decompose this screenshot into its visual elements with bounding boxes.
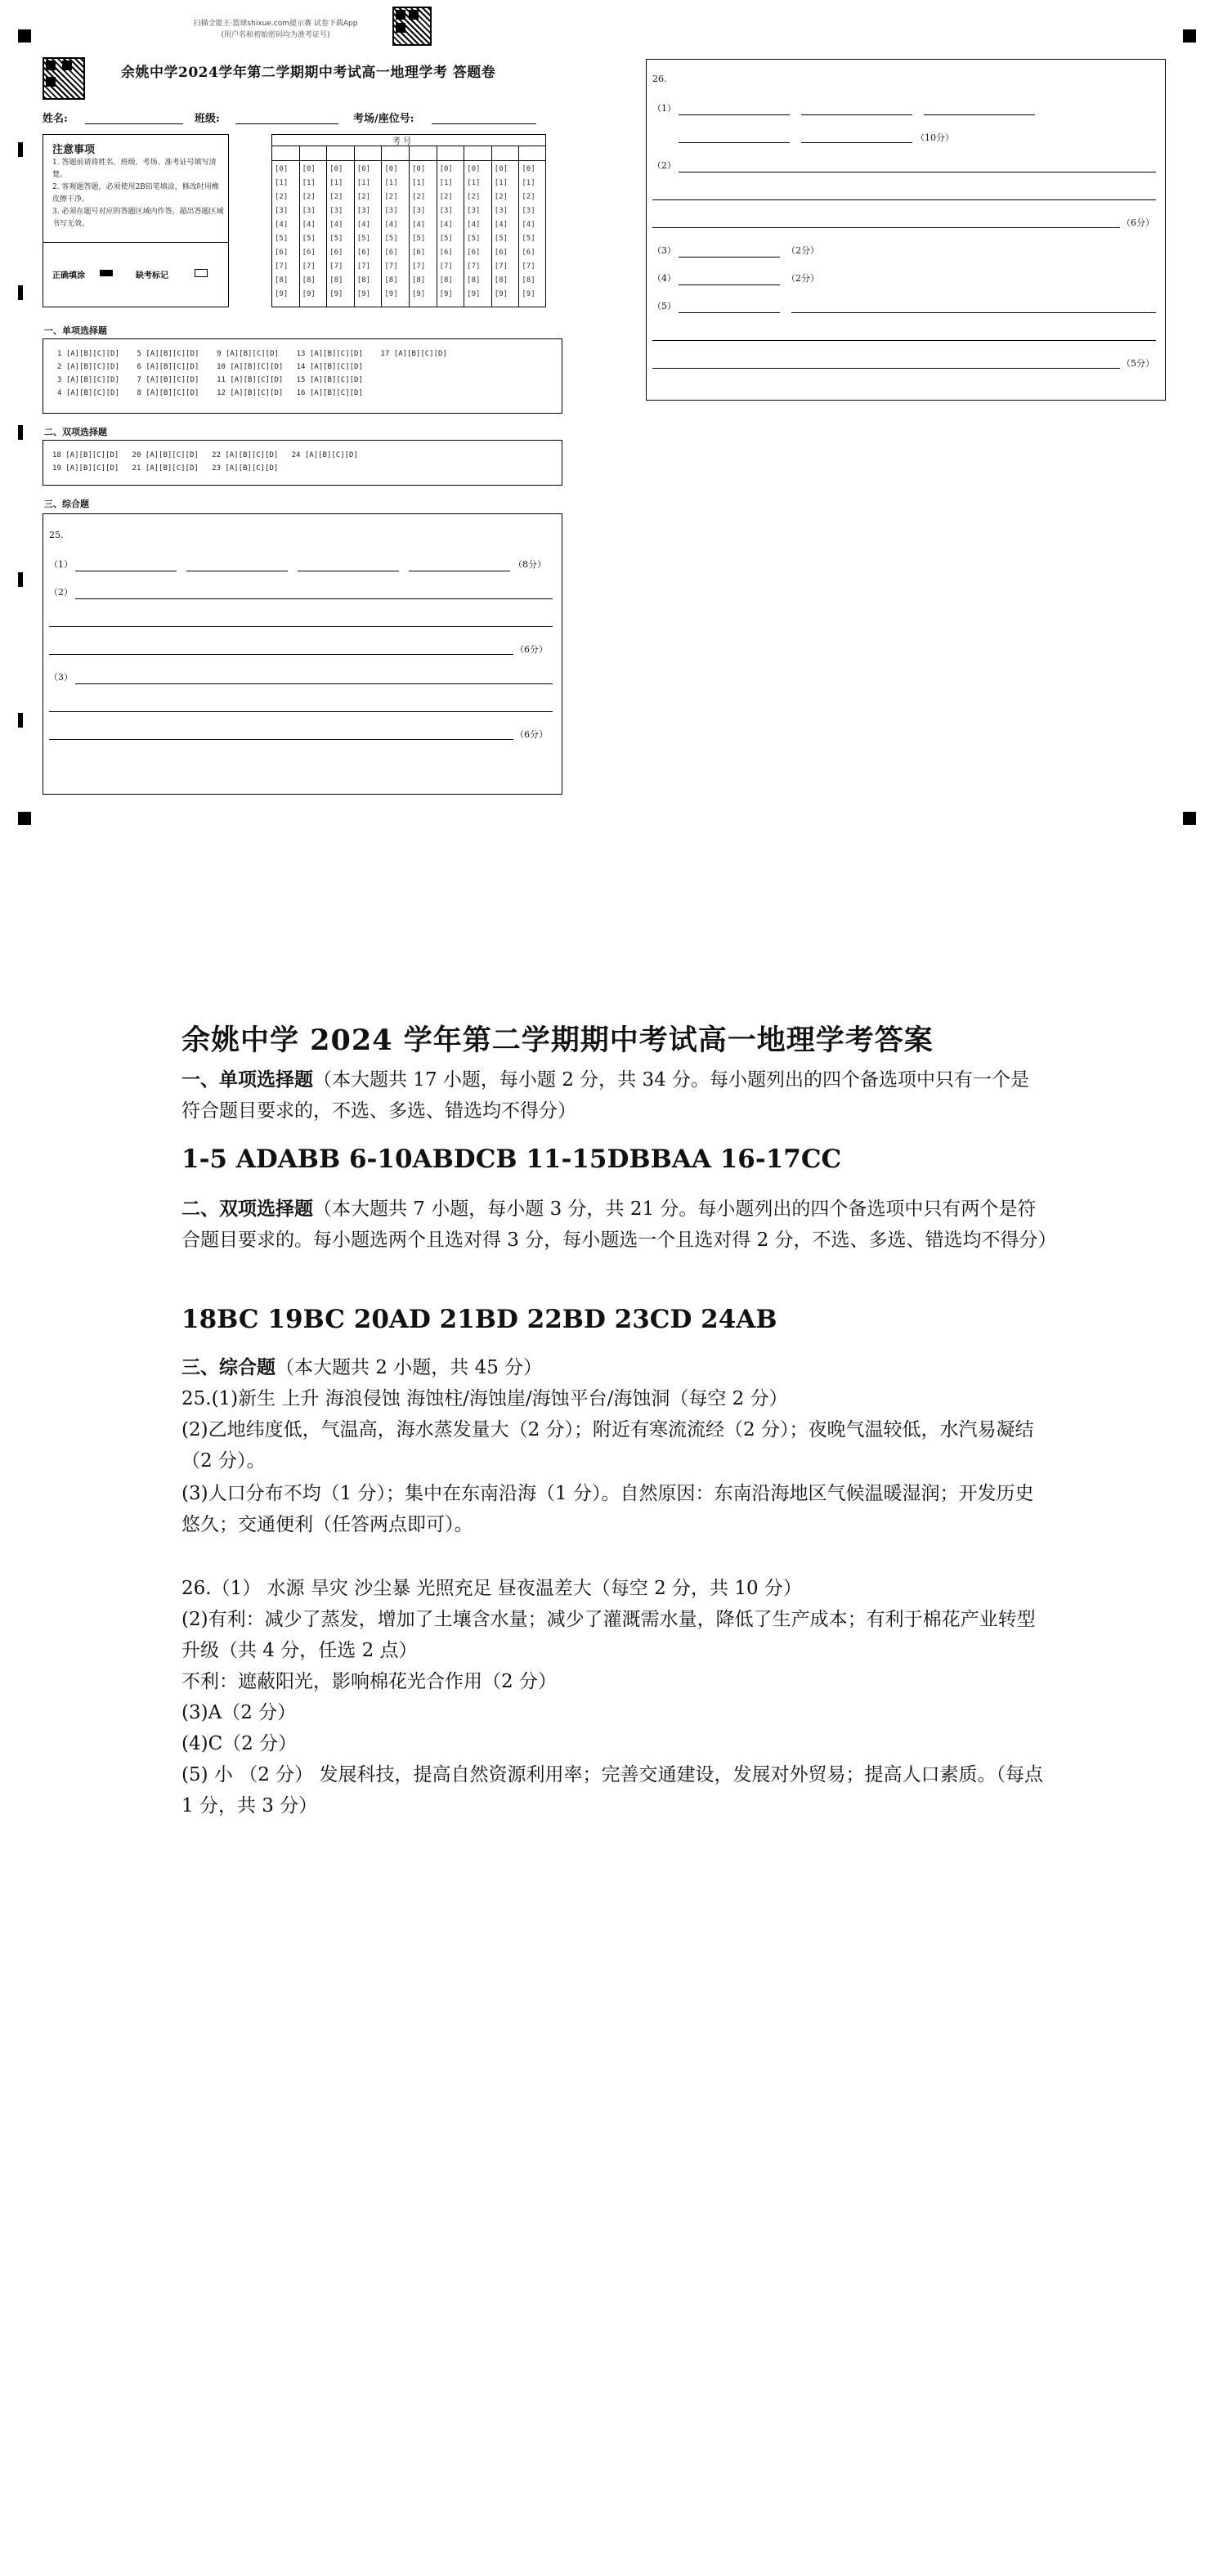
exam-digit-bubble[interactable]: [1] xyxy=(494,179,508,187)
ad-text xyxy=(173,18,378,41)
comprehensive-title: 三、综合题 xyxy=(44,499,89,509)
corner-mark-bottom-right xyxy=(1183,812,1196,825)
exam-digit-bubble[interactable]: [9] xyxy=(439,290,453,298)
exam-digit-bubble[interactable]: [9] xyxy=(275,290,289,298)
exam-digit-bubble[interactable]: [9] xyxy=(384,290,398,298)
exam-column-divider xyxy=(326,146,327,307)
exam-digit-bubble[interactable]: [3] xyxy=(384,207,398,215)
exam-digit-bubble[interactable]: [9] xyxy=(302,290,316,298)
q26-part5-line[interactable] xyxy=(652,367,1120,369)
exam-number-label: 考 号 xyxy=(392,137,412,146)
q26-answer-3: (3)A（2 分） xyxy=(181,1702,297,1723)
double-choice-row[interactable]: 19 [A][B][C][D] 21 [A][B][C][D] 23 [A][B][C][D] xyxy=(52,464,279,473)
q25-part1-blank[interactable] xyxy=(75,570,177,571)
exam-digit-bubble[interactable]: [7] xyxy=(329,262,343,271)
exam-digit-bubble[interactable]: [8] xyxy=(356,276,371,284)
exam-digit-bubble[interactable]: [5] xyxy=(522,235,535,243)
exam-digit-bubble[interactable]: [6] xyxy=(356,249,371,257)
side-mark xyxy=(18,285,23,300)
double-choice-box xyxy=(43,440,562,486)
exam-digit-bubble[interactable]: [9] xyxy=(356,290,371,298)
exam-digit-bubble[interactable]: [5] xyxy=(439,235,453,243)
section3-heading: 三、综合题 xyxy=(181,1356,276,1378)
exam-digit-bubble[interactable]: [1] xyxy=(275,179,289,187)
exam-digit-bubble[interactable]: [1] xyxy=(522,179,535,187)
q26-part1-score: （10分） xyxy=(916,132,954,143)
exam-digit-bubble[interactable]: [0] xyxy=(384,165,398,173)
exam-digit-bubble[interactable]: [0] xyxy=(356,165,371,173)
single-choice-row[interactable]: 2 [A][B][C][D] 6 [A][B][C][D] 10 [A][B][C][D] 14 [A][B][C][D] xyxy=(57,363,363,371)
exam-digit-bubble[interactable]: [0] xyxy=(412,165,426,173)
exam-digit-bubble[interactable]: [6] xyxy=(522,249,535,257)
q25-part2-score: （6分） xyxy=(515,644,548,655)
q25-part2: （2） xyxy=(49,587,73,598)
exam-digit-bubble[interactable]: [3] xyxy=(329,207,343,215)
exam-column-divider xyxy=(381,146,382,307)
exam-digit-bubble[interactable]: [6] xyxy=(302,249,316,257)
exam-column-divider xyxy=(491,146,492,307)
side-mark xyxy=(18,572,23,587)
q25-part1: （1） xyxy=(49,559,73,570)
exam-digit-bubble[interactable]: [5] xyxy=(467,235,481,243)
exam-digit-bubble[interactable]: [5] xyxy=(384,235,398,243)
exam-column-divider xyxy=(354,146,355,307)
exam-digit-bubble[interactable]: [1] xyxy=(412,179,426,187)
exam-digit-bubble[interactable]: [2] xyxy=(356,193,371,201)
exam-digit-bubble[interactable]: [4] xyxy=(329,221,343,229)
side-mark xyxy=(18,713,23,728)
section2-answers: 18BC 19BC 20AD 21BD 22BD 23CD 24AB xyxy=(181,1305,777,1334)
section3-desc: （本大题共 2 小题，共 45 分） xyxy=(276,1357,543,1378)
q25-part3-line[interactable] xyxy=(75,683,553,684)
qr-code-icon[interactable] xyxy=(392,7,432,46)
corner-mark-top-right xyxy=(1183,29,1196,43)
exam-digit-bubble[interactable]: [3] xyxy=(412,207,426,215)
exam-digit-bubble[interactable]: [7] xyxy=(494,262,508,271)
exam-digit-bubble[interactable]: [4] xyxy=(412,221,426,229)
q25-part1-blank[interactable] xyxy=(186,570,288,571)
exam-digit-bubble[interactable]: [2] xyxy=(467,193,481,201)
section2-paragraph xyxy=(181,1194,1057,1256)
q26-part2-line[interactable] xyxy=(679,171,1156,172)
section2-desc: （本大题共 7 小题，每小题 3 分，共 21 分。每小题列出的四个备选项中只有两个是符合题目要求的。每小题选两个且选对得 3 分，每小题选一个且选对得 2 分，不选、多选、错选均不得分） xyxy=(181,1198,1057,1251)
exam-digit-bubble[interactable]: [9] xyxy=(329,290,343,298)
exam-digit-bubble[interactable]: [4] xyxy=(302,221,316,229)
sheet-qr-code-icon xyxy=(43,57,85,100)
exam-digit-bubble[interactable]: [7] xyxy=(356,262,371,271)
exam-digit-bubble[interactable]: [1] xyxy=(329,179,343,187)
exam-digit-bubble[interactable]: [9] xyxy=(494,290,508,298)
single-choice-row[interactable]: 3 [A][B][C][D] 7 [A][B][C][D] 11 [A][B][C][D] 15 [A][B][C][D] xyxy=(57,376,363,384)
exam-digit-bubble[interactable]: [0] xyxy=(302,165,316,173)
class-field[interactable] xyxy=(235,123,338,124)
exam-digit-bubble[interactable]: [6] xyxy=(467,249,481,257)
ad-line-1: 扫描全能王·篮球shixue.com提示赛 试卷下载App xyxy=(193,20,358,28)
correct-fill-label: 正确填涂 xyxy=(52,271,85,280)
name-field[interactable] xyxy=(85,123,183,124)
absent-label: 缺考标记 xyxy=(136,271,168,280)
exam-digit-bubble[interactable]: [1] xyxy=(384,179,398,187)
q26-part1-blank[interactable] xyxy=(801,141,912,143)
exam-digit-bubble[interactable]: [7] xyxy=(302,262,316,271)
exam-digit-bubble[interactable]: [4] xyxy=(467,221,481,229)
exam-digit-bubble[interactable]: [4] xyxy=(522,221,535,229)
exam-digit-bubble[interactable]: [9] xyxy=(412,290,426,298)
q25-part3-line[interactable] xyxy=(49,710,553,712)
q26-part2-line[interactable] xyxy=(652,199,1156,200)
q25-number: 25. xyxy=(49,530,64,540)
q26-part1-blank[interactable] xyxy=(924,114,1035,115)
exam-digit-bubble[interactable]: [2] xyxy=(275,193,289,201)
q26-part1-blank[interactable] xyxy=(679,141,790,143)
q25-answer-2: (2)乙地纬度低，气温高，海水蒸发量大（2 分）；附近有寒流流经（2 分）；夜晚气温较低，水汽易凝结（2 分）。 xyxy=(181,1419,1034,1472)
section1-answers: 1-5 ADABB 6-10ABDCB 11-15DBBAA 16-17CC xyxy=(181,1145,842,1174)
q25-answer-3: (3)人口分布不均（1 分）；集中在东南沿海（1 分）。自然原因：东南沿海地区气候温暖湿润；开发历史悠久；交通便利（任答两点即可）。 xyxy=(181,1483,1034,1535)
q26-part4: （4） xyxy=(652,273,676,284)
q26-box xyxy=(646,59,1166,401)
exam-digit-bubble[interactable]: [3] xyxy=(275,207,289,215)
double-choice-title: 二、双项选择题 xyxy=(44,427,107,437)
exam-digit-bubble[interactable]: [3] xyxy=(439,207,453,215)
q26-answer-2: (2)有利：减少了蒸发，增加了土壤含水量；减少了灌溉需水量，降低了生产成本；有利于棉花产业转型升级（共 4 分，任选 2 点） xyxy=(181,1609,1036,1661)
exam-digit-bubble[interactable]: [2] xyxy=(384,193,398,201)
q26-part1: （1） xyxy=(652,103,676,114)
notice-title: 注意事项 xyxy=(52,144,96,156)
exam-digit-bubble[interactable]: [2] xyxy=(522,193,535,201)
q26-answer-1: 26.（1） 水源 旱灾 沙尘暴 光照充足 昼夜温差大（每空 2 分，共 10 分） xyxy=(181,1578,802,1599)
notice-item: 2. 客观题答题，必须使用2B铅笔填涂，修改时用橡皮擦干净。 xyxy=(52,183,219,204)
side-mark xyxy=(18,142,23,157)
q26-answer-5: (5) 小 （2 分） 发展科技，提高自然资源利用率；完善交通建设，发展对外贸易；提高人口素质。（每点 1 分，共 3 分） xyxy=(181,1764,1043,1817)
exam-digit-bubble[interactable]: [5] xyxy=(275,235,289,243)
exam-column-divider xyxy=(409,146,410,307)
q25-answer-1: 25.(1)新生 上升 海浪侵蚀 海蚀柱/海蚀崖/海蚀平台/海蚀洞（每空 2 分） xyxy=(181,1388,788,1409)
single-choice-row[interactable]: 4 [A][B][C][D] 8 [A][B][C][D] 12 [A][B][C][D] 16 [A][B][C][D] xyxy=(57,389,363,397)
q26-part4-blank[interactable] xyxy=(679,284,780,285)
exam-digit-bubble[interactable]: [8] xyxy=(412,276,426,284)
exam-digit-bubble[interactable]: [7] xyxy=(275,262,289,271)
exam-column-divider xyxy=(299,146,300,307)
exam-digit-bubble[interactable]: [5] xyxy=(356,235,371,243)
q26-part5-blank[interactable] xyxy=(679,311,780,313)
exam-digit-bubble[interactable]: [8] xyxy=(384,276,398,284)
exam-digit-bubble[interactable]: [8] xyxy=(302,276,316,284)
absent-checkbox[interactable] xyxy=(195,269,208,277)
exam-digit-bubble[interactable]: [6] xyxy=(439,249,453,257)
section2-heading: 二、双项选择题 xyxy=(181,1198,313,1220)
exam-digit-bubble[interactable]: [4] xyxy=(494,221,508,229)
ad-line-2: (用户名和初始密码均为准考证号) xyxy=(221,31,330,39)
exam-digit-bubble[interactable]: [3] xyxy=(302,207,316,215)
q26-part1-blank[interactable] xyxy=(679,114,790,115)
exam-digit-bubble[interactable]: [7] xyxy=(522,262,535,271)
exam-digit-bubble[interactable]: [3] xyxy=(494,207,508,215)
corner-mark-bottom-left xyxy=(18,812,31,825)
exam-digit-bubble[interactable]: [6] xyxy=(275,249,289,257)
answer-title: 余姚中学 2024 学年第二学期期中考试高一地理学考答案 xyxy=(181,1024,934,1057)
exam-digit-bubble[interactable]: [0] xyxy=(275,165,289,173)
exam-digit-bubble[interactable]: [8] xyxy=(329,276,343,284)
q26-part3-blank[interactable] xyxy=(679,256,780,258)
exam-digit-bubble[interactable]: [5] xyxy=(494,235,508,243)
side-mark xyxy=(18,425,23,440)
exam-digit-bubble[interactable]: [7] xyxy=(439,262,453,271)
sheet-title: 余姚中学2024学年第二学期期中考试高一地理学考 答题卷 xyxy=(121,65,496,81)
exam-digit-bubble[interactable]: [2] xyxy=(439,193,453,201)
exam-digit-bubble[interactable]: [1] xyxy=(467,179,481,187)
exam-digit-bubble[interactable]: [2] xyxy=(302,193,316,201)
exam-digit-bubble[interactable]: [2] xyxy=(412,193,426,201)
class-label: 班级: xyxy=(195,113,220,125)
exam-digit-bubble[interactable]: [4] xyxy=(384,221,398,229)
exam-digit-bubble[interactable]: [4] xyxy=(275,221,289,229)
q26-part4-score: （2分） xyxy=(786,273,819,284)
seat-field[interactable] xyxy=(432,123,536,124)
seat-label: 考场/座位号: xyxy=(353,113,414,125)
exam-digit-bubble[interactable]: [6] xyxy=(329,249,343,257)
q25-part3-score: （6分） xyxy=(515,729,548,740)
q26-part3: （3） xyxy=(652,245,676,256)
exam-digit-bubble[interactable]: [6] xyxy=(412,249,426,257)
exam-digit-bubble[interactable]: [8] xyxy=(439,276,453,284)
exam-digit-bubble[interactable]: [5] xyxy=(329,235,343,243)
exam-digit-bubble[interactable]: [8] xyxy=(522,276,535,284)
exam-digit-bubble[interactable]: [1] xyxy=(302,179,316,187)
q26-answer-2b: 不利：遮蔽阳光，影响棉花光合作用（2 分） xyxy=(181,1671,557,1692)
q25-part2-line[interactable] xyxy=(49,625,553,627)
exam-digit-bubble[interactable]: [6] xyxy=(384,249,398,257)
q25-part1-score: （8分） xyxy=(513,559,546,570)
exam-digit-bubble[interactable]: [1] xyxy=(439,179,453,187)
single-choice-row[interactable]: 1 [A][B][C][D] 5 [A][B][C][D] 9 [A][B][C][D] 13 [A][B][C][D] 17 [A][B][C][D] xyxy=(57,350,447,358)
correct-fill-sample xyxy=(100,270,113,276)
exam-digit-bubble[interactable]: [4] xyxy=(439,221,453,229)
q25-part2-line[interactable] xyxy=(75,598,553,599)
q25-part2-line[interactable] xyxy=(49,653,513,655)
q26-part3-score: （2分） xyxy=(786,245,819,256)
exam-digit-bubble[interactable]: [9] xyxy=(522,290,535,298)
q26-answer-4: (4)C（2 分） xyxy=(181,1733,298,1754)
exam-digit-bubble[interactable]: [0] xyxy=(522,165,535,173)
exam-digit-bubble[interactable]: [7] xyxy=(384,262,398,271)
exam-digit-bubble[interactable]: [8] xyxy=(467,276,481,284)
exam-digit-bubble[interactable]: [9] xyxy=(467,290,481,298)
q25-part3: （3） xyxy=(49,672,73,683)
exam-digit-bubble[interactable]: [3] xyxy=(356,207,371,215)
section1-heading: 一、单项选择题 xyxy=(181,1068,313,1091)
exam-digit-bubble[interactable]: [1] xyxy=(356,179,371,187)
q26-number: 26. xyxy=(652,74,667,84)
q26-part2: （2） xyxy=(652,160,676,171)
corner-mark-top-left xyxy=(18,29,31,43)
q26-part5-line[interactable] xyxy=(791,311,1156,313)
q26-part5-score: （5分） xyxy=(1122,358,1154,369)
exam-digit-bubble[interactable]: [0] xyxy=(439,165,453,173)
exam-digit-bubble[interactable]: [2] xyxy=(329,193,343,201)
q25-part3-line[interactable] xyxy=(49,738,513,740)
notice-item: 3. 必须在题号对应的答题区域内作答，超出答题区域书写无效。 xyxy=(52,208,224,228)
section1-paragraph xyxy=(181,1064,1048,1127)
notice-item: 1. 答题前请将姓名、班级、考场、准考证号填写清楚。 xyxy=(52,159,217,179)
q26-part5: （5） xyxy=(652,301,676,311)
exam-digit-bubble[interactable]: [8] xyxy=(275,276,289,284)
exam-digit-bubble[interactable]: [2] xyxy=(494,193,508,201)
exam-column-divider xyxy=(518,146,519,307)
exam-digit-bubble[interactable]: [0] xyxy=(494,165,508,173)
exam-digit-bubble[interactable]: [0] xyxy=(329,165,343,173)
q26-part2-line[interactable] xyxy=(652,226,1120,228)
exam-digit-bubble[interactable]: [6] xyxy=(494,249,508,257)
section3-paragraph xyxy=(181,1352,1048,1383)
section1-desc: （本大题共 17 小题，每小题 2 分，共 34 分。每小题列出的四个备选项中只有一个是符合题目要求的，不选、多选、错选均不得分） xyxy=(181,1069,1030,1122)
q26-part2-score: （6分） xyxy=(1122,217,1154,228)
q25-part1-blank[interactable] xyxy=(298,570,399,571)
exam-digit-bubble[interactable]: [3] xyxy=(467,207,481,215)
exam-digit-bubble[interactable]: [7] xyxy=(467,262,481,271)
single-choice-title: 一、单项选择题 xyxy=(44,325,107,336)
double-choice-row[interactable]: 18 [A][B][C][D] 20 [A][B][C][D] 22 [A][B][C][D] 24 [A][B][C][D] xyxy=(52,451,358,459)
name-label: 姓名: xyxy=(43,113,68,125)
q25-part1-blank[interactable] xyxy=(409,570,510,571)
q26-part1-blank[interactable] xyxy=(801,114,912,115)
exam-digit-bubble[interactable]: [5] xyxy=(302,235,316,243)
exam-digit-bubble[interactable]: [3] xyxy=(522,207,535,215)
exam-digit-bubble[interactable]: [5] xyxy=(412,235,426,243)
exam-digit-bubble[interactable]: [8] xyxy=(494,276,508,284)
notice-list xyxy=(52,157,224,231)
exam-digit-bubble[interactable]: [0] xyxy=(467,165,481,173)
exam-digit-bubble[interactable]: [7] xyxy=(412,262,426,271)
q26-part5-line[interactable] xyxy=(652,339,1156,341)
notice-divider xyxy=(43,242,229,243)
exam-digit-bubble[interactable]: [4] xyxy=(356,221,371,229)
